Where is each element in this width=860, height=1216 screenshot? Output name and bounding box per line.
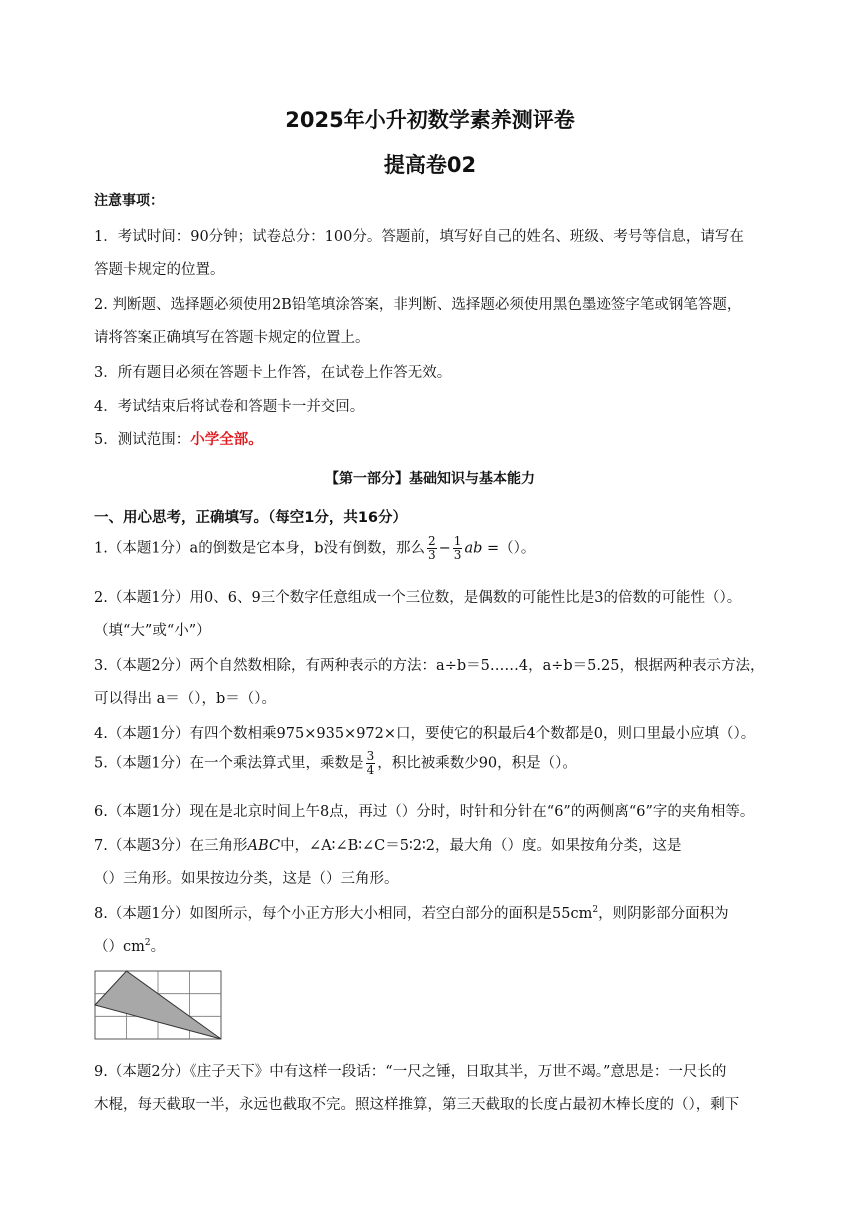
question-8-line-1 bbox=[94, 902, 774, 923]
q7-triangle-name: ABC bbox=[247, 838, 281, 854]
note-4: 4．考试结束后将试卷和答题卡一并交回。 bbox=[94, 399, 365, 415]
q1-frac1-num: 2 bbox=[428, 534, 436, 548]
q1-minus: − bbox=[438, 540, 451, 557]
note-1-line-2: 答题卡规定的位置。 bbox=[94, 262, 225, 278]
q8-prefix: 8.（本题1分）如图所示，每个小正方形大小相同，若空白部分的面积是55cm bbox=[94, 906, 593, 922]
q7-rest: 中，∠A∶∠B∶∠C＝5∶2∶2，最大角（）度。如果按角分类，这是 bbox=[280, 838, 682, 854]
q1-text: 1.（本题1分）a的倒数是它本身，b没有倒数，那么 bbox=[94, 540, 425, 557]
q8-suffix: ，则阴影部分面积为 bbox=[598, 906, 729, 922]
note-5 bbox=[94, 428, 774, 449]
q1-frac2-den: 3 bbox=[453, 548, 462, 562]
q1-fraction-1 bbox=[427, 535, 437, 562]
q1-variable: ab bbox=[464, 540, 483, 557]
q1-frac2-num: 1 bbox=[453, 534, 462, 548]
question-8-line-2 bbox=[94, 935, 774, 956]
question-9-line-2: 木棍，每天截取一半，永远也截取不完。照这样推算，第三天截取的长度占最初木棒长度的（），剩下 bbox=[94, 1097, 740, 1113]
question-6: 6.（本题1分）现在是北京时间上午8点，再过（）分时，时针和分针在“6”的两侧离“6”字的夹角相等。 bbox=[94, 804, 755, 820]
question-9-line-1: 9.（本题2分）《庄子天下》中有这样一段话：“一尺之锤，日取其半，万世不竭。”意思是：一尺长的 bbox=[94, 1064, 727, 1080]
question-7-line-1 bbox=[94, 834, 774, 855]
q7-prefix: 7.（本题3分）在三角形 bbox=[94, 838, 248, 854]
question-1 bbox=[94, 535, 774, 562]
question-4: 4.（本题1分）有四个数相乘975×935×972×口，要使它的积最后4个数都是0，则口里最小应填（）。 bbox=[94, 726, 756, 742]
q8-line2-sup: 2 bbox=[144, 938, 151, 949]
note-5-prefix: 5．测试范围： bbox=[94, 432, 191, 448]
question-2-line-1: 2.（本题1分）用0、6、9三个数字任意组成一个三位数，是偶数的可能性比是3的倍数的可能性（）。 bbox=[94, 590, 742, 606]
q5-text: 5.（本题1分）在一个乘法算式里，乘数是 bbox=[94, 755, 364, 772]
q1-suffix: =（）。 bbox=[482, 540, 536, 557]
grid-triangle-figure bbox=[94, 970, 224, 1042]
exam-title: 2025年小升初数学素养测评卷 bbox=[285, 108, 575, 132]
test-scope: 小学全部 bbox=[190, 432, 249, 448]
question-5 bbox=[94, 750, 774, 777]
section-heading: 一、用心思考，正确填写。（每空1分，共16分） bbox=[94, 510, 408, 526]
exam-subtitle: 提高卷02 bbox=[383, 153, 477, 177]
question-3-line-1: 3.（本题2分）两个自然数相除，有两种表示的方法：a÷b＝5……4，a÷b＝5.25，根据两种表示方法， bbox=[94, 658, 765, 674]
note-2-line-2: 请将答案正确填写在答题卡规定的位置上。 bbox=[94, 330, 370, 346]
note-5-suffix: 。 bbox=[248, 432, 263, 448]
question-2-line-2: （填“大”或“小”） bbox=[94, 623, 211, 639]
q8-line2-suffix: 。 bbox=[150, 939, 166, 955]
notes-heading: 注意事项： bbox=[94, 193, 164, 209]
note-3: 3．所有题目必须在答题卡上作答，在试卷上作答无效。 bbox=[94, 365, 452, 381]
question-7-line-2: （）三角形。如果按边分类，这是（）三角形。 bbox=[94, 871, 399, 887]
q1-frac1-den: 3 bbox=[428, 548, 436, 562]
note-1-line-1: 1．考试时间：90分钟；试卷总分：100分。答题前，填写好自己的姓名、班级、考号等信息，请写在 bbox=[94, 229, 744, 245]
q1-fraction-2 bbox=[453, 535, 463, 562]
note-2-line-1: 2. 判断题、选择题必须使用2B铅笔填涂答案，非判断、选择题必须使用黑色墨迹签字笔或钢笔答题， bbox=[94, 297, 742, 313]
q8-line2-prefix: （）cm bbox=[94, 939, 145, 955]
q5-frac-den: 4 bbox=[366, 763, 375, 777]
q5-fraction bbox=[366, 750, 376, 777]
question-3-line-2: 可以得出 a＝（），b＝（）。 bbox=[94, 691, 277, 707]
part-title: 【第一部分】基础知识与基本能力 bbox=[325, 471, 535, 487]
q8-sup: 2 bbox=[592, 905, 599, 916]
q5-frac-num: 3 bbox=[366, 749, 375, 763]
q5-suffix: ，积比被乘数少90，积是（）。 bbox=[377, 755, 577, 772]
